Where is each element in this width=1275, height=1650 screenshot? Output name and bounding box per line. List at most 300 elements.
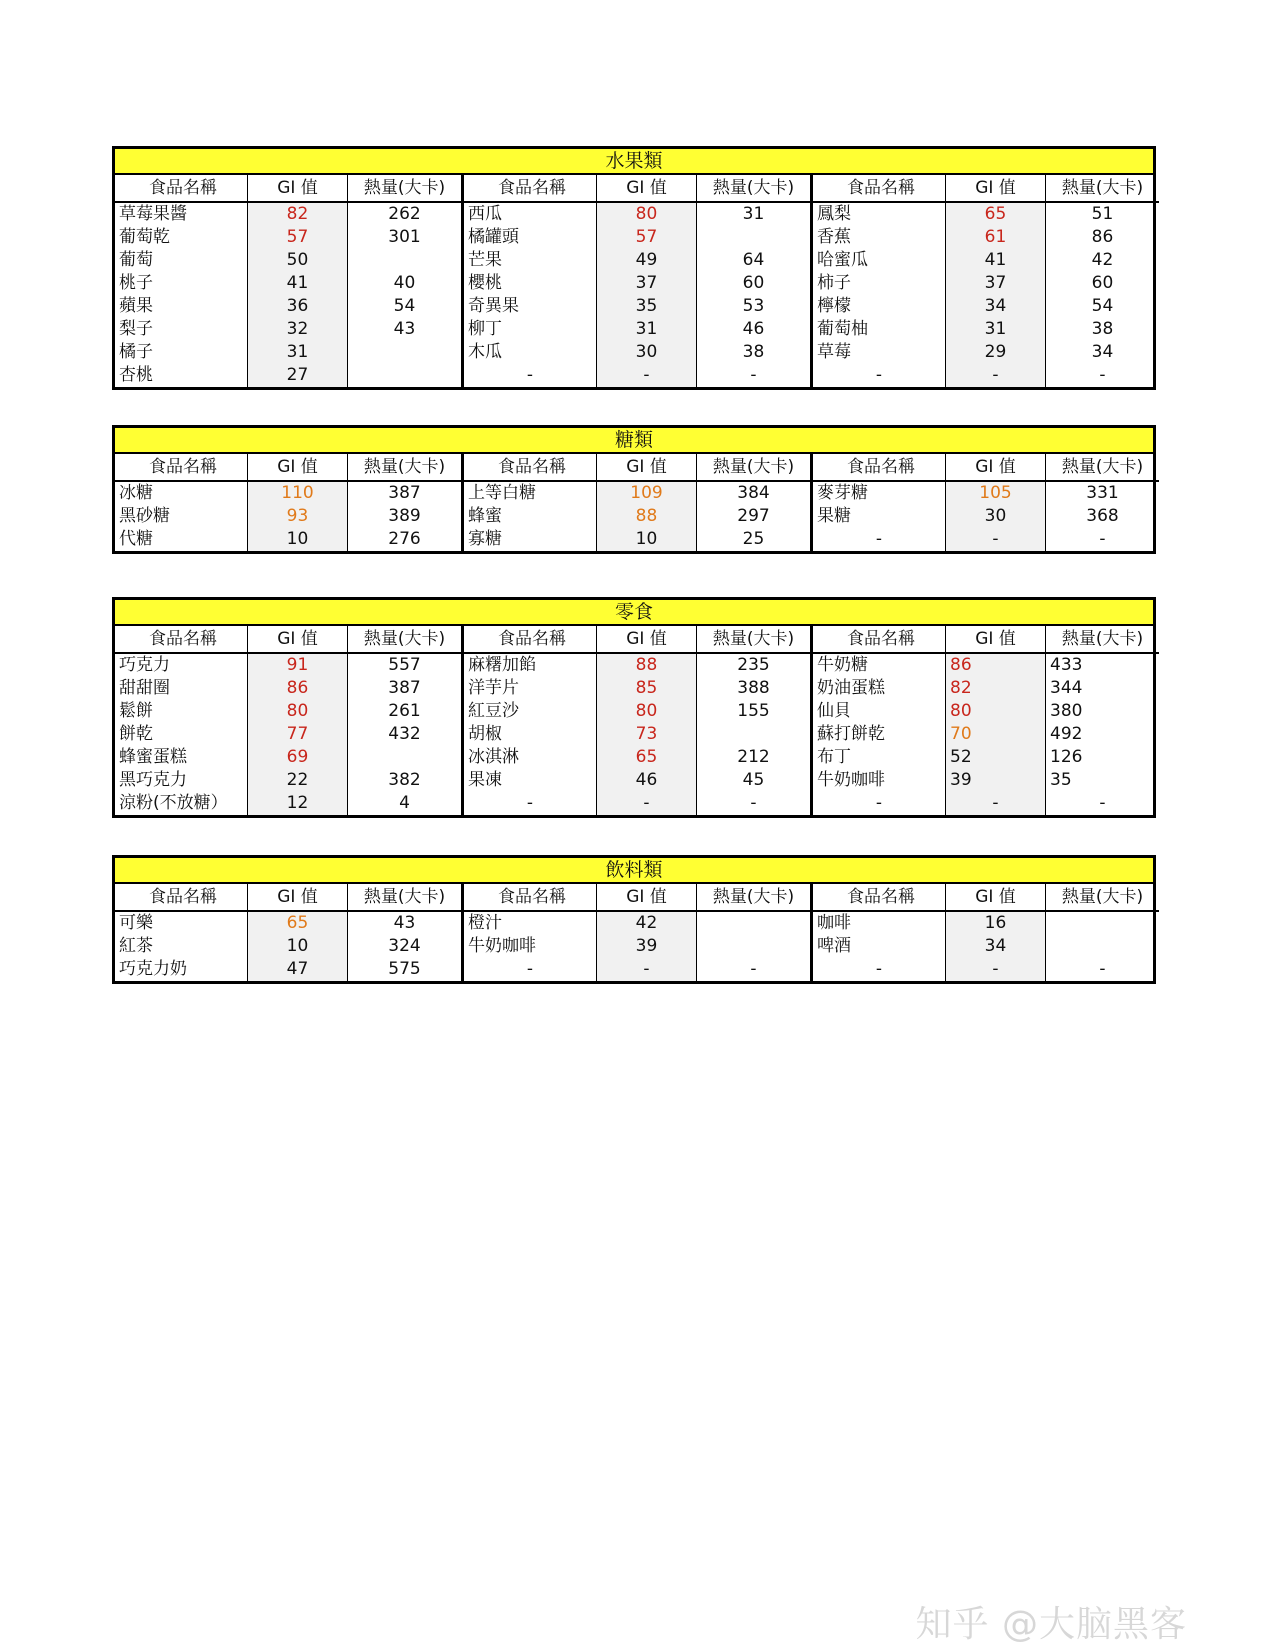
header-row: [464, 884, 810, 912]
calorie-cell: -: [750, 793, 757, 813]
table-row: [115, 912, 461, 935]
food-name-cell: 鬆餅: [115, 700, 248, 723]
table-title: 水果類: [115, 149, 1153, 175]
header-calories: 熱量(大卡): [363, 178, 446, 198]
table-row: [813, 769, 1159, 792]
calorie-cell: 53: [742, 296, 765, 316]
food-name-cell: 果凍: [464, 769, 597, 792]
gi-value-cell: -: [946, 958, 1046, 981]
table-grid: [115, 884, 1153, 981]
food-name-cell: 冰淇淋: [464, 746, 597, 769]
table-row: [115, 677, 461, 700]
table-row: [813, 272, 1159, 295]
food-name-cell: 蘋果: [115, 295, 248, 318]
gi-value-cell: 73: [597, 723, 697, 746]
food-name-cell: 葡萄柚: [813, 318, 946, 341]
gi-table: [112, 855, 1156, 984]
food-name-cell: -: [464, 364, 597, 387]
gi-value-cell: 65: [597, 746, 697, 769]
food-name-cell: 寡糖: [464, 528, 597, 551]
gi-value-cell: 29: [946, 341, 1046, 364]
gi-value-cell: 52: [946, 746, 1046, 769]
food-name-cell: 紅豆沙: [464, 700, 597, 723]
gi-value-cell: 105: [946, 482, 1046, 505]
food-name-cell: 啤酒: [813, 935, 946, 958]
calorie-cell: -: [1099, 793, 1106, 813]
header-gi-value: GI 值: [597, 884, 697, 910]
gi-value-cell: 110: [248, 482, 348, 505]
table-row: [813, 505, 1159, 528]
gi-value-cell: 30: [597, 341, 697, 364]
gi-value-cell: 31: [597, 318, 697, 341]
table-row: [464, 505, 810, 528]
food-name-cell: -: [813, 792, 946, 815]
table-title: 零食: [115, 600, 1153, 626]
calorie-cell: 60: [742, 273, 765, 293]
food-name-cell: 櫻桃: [464, 272, 597, 295]
calorie-cell: 46: [742, 319, 765, 339]
gi-value-cell: 27: [248, 364, 348, 387]
table-row: [813, 677, 1159, 700]
calorie-cell: 432: [388, 724, 421, 744]
calorie-cell: 54: [393, 296, 416, 316]
gi-value-cell: 82: [946, 677, 1046, 700]
food-name-cell: 涼粉(不放糖）: [115, 792, 248, 815]
watermark: 知乎 @大脑黑客: [915, 1604, 1187, 1645]
header-calories: 熱量(大卡): [712, 887, 795, 907]
gi-value-cell: 49: [597, 249, 697, 272]
table-row: [464, 912, 810, 935]
header-row: [115, 884, 461, 912]
table-row: [115, 935, 461, 958]
header-row: [115, 626, 461, 654]
calorie-cell: 380: [1050, 701, 1083, 721]
calorie-cell: 235: [737, 655, 770, 675]
header-row: [464, 454, 810, 482]
column-group: [464, 626, 813, 815]
table-row: [813, 723, 1159, 746]
food-name-cell: 蜂蜜蛋糕: [115, 746, 248, 769]
food-name-cell: 杏桃: [115, 364, 248, 387]
table-row: [115, 792, 461, 815]
header-row: [115, 454, 461, 482]
gi-value-cell: 32: [248, 318, 348, 341]
table-row: [813, 528, 1159, 551]
table-row: [464, 482, 810, 505]
gi-table: [112, 146, 1156, 390]
gi-value-cell: -: [946, 528, 1046, 551]
calorie-cell: 212: [737, 747, 770, 767]
gi-value-cell: 10: [248, 528, 348, 551]
calorie-cell: 389: [388, 506, 421, 526]
food-name-cell: 黑巧克力: [115, 769, 248, 792]
calorie-cell: 51: [1091, 204, 1114, 224]
food-name-cell: 洋芋片: [464, 677, 597, 700]
table-row: [464, 318, 810, 341]
table-row: [813, 203, 1159, 226]
table-row: [813, 226, 1159, 249]
column-group: [813, 626, 1159, 815]
table-row: [464, 203, 810, 226]
calorie-cell: [697, 912, 810, 935]
table-row: [813, 318, 1159, 341]
food-name-cell: 上等白糖: [464, 482, 597, 505]
calorie-cell: 368: [1086, 506, 1119, 526]
calorie-cell: 45: [742, 770, 765, 790]
food-name-cell: 橙汁: [464, 912, 597, 935]
calorie-cell: 331: [1086, 483, 1119, 503]
gi-value-cell: 46: [597, 769, 697, 792]
food-name-cell: -: [813, 364, 946, 387]
food-name-cell: 西瓜: [464, 203, 597, 226]
table-row: [115, 295, 461, 318]
header-row: [464, 626, 810, 654]
gi-value-cell: -: [597, 792, 697, 815]
table-row: [464, 654, 810, 677]
table-row: [464, 723, 810, 746]
header-calories: 熱量(大卡): [363, 457, 446, 477]
table-row: [813, 482, 1159, 505]
food-name-cell: 芒果: [464, 249, 597, 272]
calorie-cell: 262: [388, 204, 421, 224]
food-name-cell: 葡萄乾: [115, 226, 248, 249]
food-name-cell: 奶油蛋糕: [813, 677, 946, 700]
header-row: [813, 175, 1159, 203]
column-group: [813, 175, 1159, 387]
food-name-cell: 蘇打餅乾: [813, 723, 946, 746]
gi-value-cell: 12: [248, 792, 348, 815]
table-grid: [115, 626, 1153, 815]
column-group: [115, 884, 464, 981]
food-name-cell: 桃子: [115, 272, 248, 295]
food-name-cell: -: [813, 958, 946, 981]
food-name-cell: 布丁: [813, 746, 946, 769]
calorie-cell: 42: [1091, 250, 1114, 270]
food-name-cell: 柿子: [813, 272, 946, 295]
table-row: [464, 226, 810, 249]
calorie-cell: 387: [388, 483, 421, 503]
table-row: [464, 364, 810, 387]
calorie-cell: [348, 364, 461, 387]
table-row: [813, 700, 1159, 723]
food-name-cell: 橘子: [115, 341, 248, 364]
food-name-cell: 橘罐頭: [464, 226, 597, 249]
header-gi-value: GI 值: [597, 454, 697, 480]
header-food-name: 食品名稱: [464, 175, 597, 201]
calorie-cell: 34: [1091, 342, 1114, 362]
column-group: [464, 175, 813, 387]
gi-value-cell: 10: [597, 528, 697, 551]
food-name-cell: 仙貝: [813, 700, 946, 723]
header-row: [813, 626, 1159, 654]
food-name-cell: 葡萄: [115, 249, 248, 272]
header-row: [115, 175, 461, 203]
gi-value-cell: 39: [946, 769, 1046, 792]
calorie-cell: -: [750, 365, 757, 385]
calorie-cell: 38: [1091, 319, 1114, 339]
table-row: [464, 792, 810, 815]
gi-value-cell: 34: [946, 935, 1046, 958]
calorie-cell: 384: [737, 483, 770, 503]
calorie-cell: 155: [737, 701, 770, 721]
gi-value-cell: 86: [946, 654, 1046, 677]
header-gi-value: GI 值: [946, 454, 1046, 480]
table-row: [115, 505, 461, 528]
column-group: [115, 175, 464, 387]
gi-value-cell: 86: [248, 677, 348, 700]
food-name-cell: 果糖: [813, 505, 946, 528]
gi-value-cell: 37: [946, 272, 1046, 295]
gi-value-cell: 30: [946, 505, 1046, 528]
column-group: [813, 454, 1159, 551]
gi-table: [112, 425, 1156, 554]
table-row: [813, 958, 1159, 981]
table-row: [813, 912, 1159, 935]
food-name-cell: 咖啡: [813, 912, 946, 935]
food-name-cell: 胡椒: [464, 723, 597, 746]
gi-value-cell: -: [946, 792, 1046, 815]
header-row: [464, 175, 810, 203]
header-food-name: 食品名稱: [115, 454, 248, 480]
gi-value-cell: 41: [946, 249, 1046, 272]
table-row: [464, 746, 810, 769]
gi-value-cell: 77: [248, 723, 348, 746]
calorie-cell: 86: [1091, 227, 1114, 247]
table-row: [813, 341, 1159, 364]
food-name-cell: 黑砂糖: [115, 505, 248, 528]
table-row: [464, 700, 810, 723]
table-row: [464, 528, 810, 551]
table-grid: [115, 175, 1153, 387]
table-row: [813, 654, 1159, 677]
calorie-cell: -: [1099, 365, 1106, 385]
gi-value-cell: 34: [946, 295, 1046, 318]
calorie-cell: [697, 935, 810, 958]
food-name-cell: 香蕉: [813, 226, 946, 249]
calorie-cell: 433: [1050, 655, 1083, 675]
table-row: [115, 226, 461, 249]
table-row: [464, 935, 810, 958]
calorie-cell: 492: [1050, 724, 1083, 744]
calorie-cell: 4: [399, 793, 410, 813]
gi-value-cell: 31: [946, 318, 1046, 341]
header-gi-value: GI 值: [597, 626, 697, 652]
header-calories: 熱量(大卡): [1061, 629, 1144, 649]
header-gi-value: GI 值: [248, 626, 348, 652]
calorie-cell: 54: [1091, 296, 1114, 316]
gi-value-cell: 88: [597, 654, 697, 677]
calorie-cell: 25: [742, 529, 765, 549]
calorie-cell: [348, 341, 461, 364]
header-gi-value: GI 值: [946, 884, 1046, 910]
food-name-cell: 冰糖: [115, 482, 248, 505]
gi-value-cell: 91: [248, 654, 348, 677]
header-food-name: 食品名稱: [813, 626, 946, 652]
column-group: [464, 884, 813, 981]
table-row: [464, 677, 810, 700]
food-name-cell: 鳳梨: [813, 203, 946, 226]
table-row: [115, 203, 461, 226]
gi-table: [112, 597, 1156, 818]
calorie-cell: [1046, 935, 1159, 958]
gi-value-cell: 80: [597, 203, 697, 226]
header-calories: 熱量(大卡): [712, 178, 795, 198]
calorie-cell: [697, 226, 810, 249]
food-name-cell: 梨子: [115, 318, 248, 341]
table-row: [464, 769, 810, 792]
header-gi-value: GI 值: [248, 175, 348, 201]
calorie-cell: -: [1099, 959, 1106, 979]
table-row: [115, 654, 461, 677]
table-row: [813, 792, 1159, 815]
food-name-cell: 麥芽糖: [813, 482, 946, 505]
food-name-cell: 哈蜜瓜: [813, 249, 946, 272]
calorie-cell: 382: [388, 770, 421, 790]
gi-value-cell: -: [597, 958, 697, 981]
header-calories: 熱量(大卡): [363, 629, 446, 649]
gi-value-cell: 80: [597, 700, 697, 723]
table-row: [464, 295, 810, 318]
table-row: [464, 272, 810, 295]
calorie-cell: [697, 723, 810, 746]
header-row: [813, 884, 1159, 912]
food-name-cell: 可樂: [115, 912, 248, 935]
gi-value-cell: 39: [597, 935, 697, 958]
gi-value-cell: 16: [946, 912, 1046, 935]
table-row: [813, 935, 1159, 958]
food-name-cell: 奇異果: [464, 295, 597, 318]
header-gi-value: GI 值: [248, 884, 348, 910]
calorie-cell: 43: [393, 913, 416, 933]
table-row: [115, 958, 461, 981]
gi-value-cell: 70: [946, 723, 1046, 746]
calorie-cell: 557: [388, 655, 421, 675]
table-row: [813, 364, 1159, 387]
food-name-cell: 牛奶糖: [813, 654, 946, 677]
column-group: [115, 454, 464, 551]
table-row: [813, 746, 1159, 769]
gi-value-cell: 109: [597, 482, 697, 505]
calorie-cell: 276: [388, 529, 421, 549]
gi-value-cell: 65: [946, 203, 1046, 226]
food-name-cell: -: [813, 528, 946, 551]
table-row: [115, 341, 461, 364]
header-food-name: 食品名稱: [115, 175, 248, 201]
gi-value-cell: 41: [248, 272, 348, 295]
table-row: [464, 341, 810, 364]
table-row: [115, 482, 461, 505]
gi-value-cell: 80: [946, 700, 1046, 723]
calorie-cell: 126: [1050, 747, 1083, 767]
table-row: [115, 723, 461, 746]
calorie-cell: 297: [737, 506, 770, 526]
gi-value-cell: 42: [597, 912, 697, 935]
calorie-cell: [348, 746, 461, 769]
header-calories: 熱量(大卡): [1061, 887, 1144, 907]
calorie-cell: 575: [388, 959, 421, 979]
table-row: [464, 958, 810, 981]
gi-value-cell: 57: [597, 226, 697, 249]
header-gi-value: GI 值: [946, 626, 1046, 652]
table-row: [115, 364, 461, 387]
table-row: [115, 746, 461, 769]
calorie-cell: 324: [388, 936, 421, 956]
calorie-cell: 301: [388, 227, 421, 247]
table-title: 飲料類: [115, 858, 1153, 884]
calorie-cell: 387: [388, 678, 421, 698]
header-calories: 熱量(大卡): [712, 629, 795, 649]
food-name-cell: 木瓜: [464, 341, 597, 364]
gi-value-cell: 65: [248, 912, 348, 935]
calorie-cell: 261: [388, 701, 421, 721]
column-group: [813, 884, 1159, 981]
gi-value-cell: 57: [248, 226, 348, 249]
header-calories: 熱量(大卡): [363, 887, 446, 907]
calorie-cell: -: [750, 959, 757, 979]
calorie-cell: -: [1099, 529, 1106, 549]
gi-value-cell: 36: [248, 295, 348, 318]
table-grid: [115, 454, 1153, 551]
table-row: [115, 769, 461, 792]
food-name-cell: 餅乾: [115, 723, 248, 746]
calorie-cell: 31: [742, 204, 765, 224]
header-food-name: 食品名稱: [115, 626, 248, 652]
gi-value-cell: 31: [248, 341, 348, 364]
calorie-cell: 40: [393, 273, 416, 293]
calorie-cell: 64: [742, 250, 765, 270]
gi-value-cell: 69: [248, 746, 348, 769]
header-gi-value: GI 值: [946, 175, 1046, 201]
table-row: [464, 249, 810, 272]
header-food-name: 食品名稱: [464, 626, 597, 652]
food-name-cell: 柳丁: [464, 318, 597, 341]
header-food-name: 食品名稱: [464, 884, 597, 910]
header-calories: 熱量(大卡): [712, 457, 795, 477]
column-group: [464, 454, 813, 551]
gi-value-cell: 22: [248, 769, 348, 792]
calorie-cell: [1046, 912, 1159, 935]
header-calories: 熱量(大卡): [1061, 178, 1144, 198]
header-row: [813, 454, 1159, 482]
table-row: [813, 249, 1159, 272]
gi-value-cell: 50: [248, 249, 348, 272]
column-group: [115, 626, 464, 815]
gi-value-cell: 10: [248, 935, 348, 958]
table-row: [115, 318, 461, 341]
header-food-name: 食品名稱: [813, 454, 946, 480]
gi-value-cell: 61: [946, 226, 1046, 249]
calorie-cell: 35: [1050, 770, 1072, 790]
gi-value-cell: 35: [597, 295, 697, 318]
calorie-cell: [348, 249, 461, 272]
table-row: [115, 700, 461, 723]
food-name-cell: 草莓: [813, 341, 946, 364]
food-name-cell: 牛奶咖啡: [813, 769, 946, 792]
calorie-cell: 43: [393, 319, 416, 339]
food-name-cell: 檸檬: [813, 295, 946, 318]
food-name-cell: 代糖: [115, 528, 248, 551]
food-name-cell: 紅茶: [115, 935, 248, 958]
food-name-cell: 巧克力奶: [115, 958, 248, 981]
calorie-cell: 344: [1050, 678, 1083, 698]
table-row: [115, 249, 461, 272]
gi-value-cell: 37: [597, 272, 697, 295]
header-calories: 熱量(大卡): [1061, 457, 1144, 477]
gi-value-cell: 80: [248, 700, 348, 723]
food-name-cell: -: [464, 958, 597, 981]
header-food-name: 食品名稱: [464, 454, 597, 480]
header-gi-value: GI 值: [597, 175, 697, 201]
